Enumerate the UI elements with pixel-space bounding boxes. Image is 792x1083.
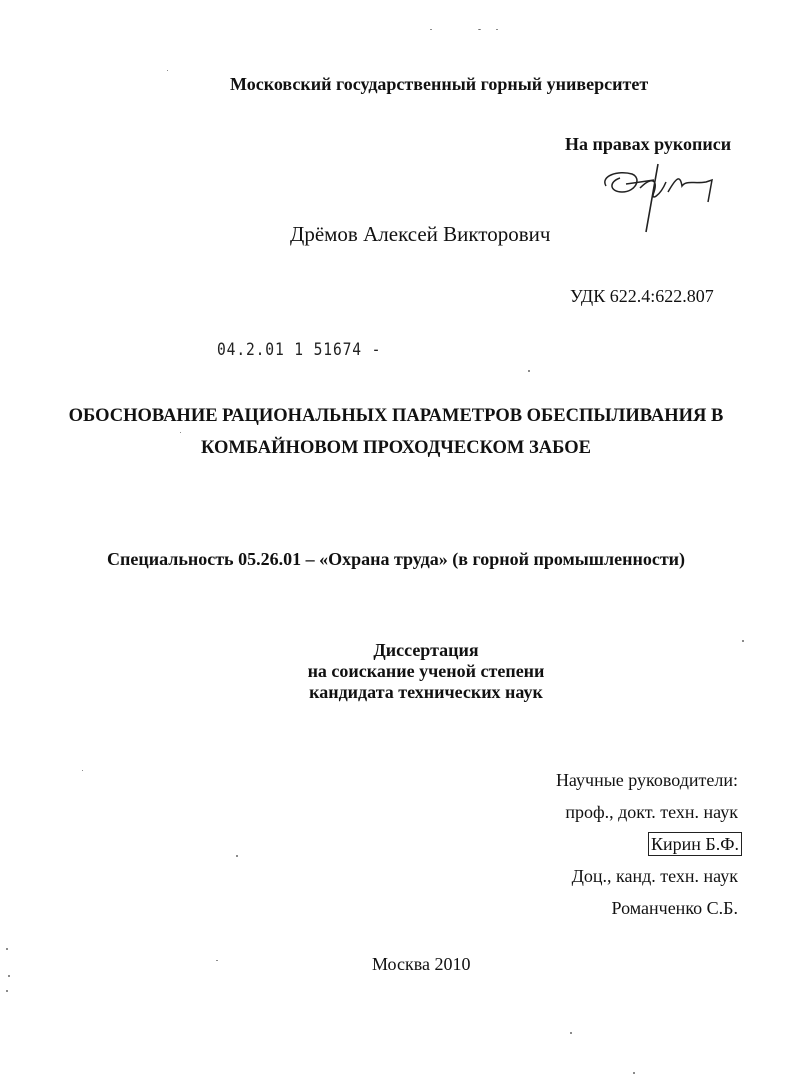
scan-speck bbox=[478, 29, 481, 30]
scan-speck bbox=[742, 640, 744, 642]
signature-icon bbox=[596, 158, 726, 234]
dissertation-line-3: кандидата технических наук bbox=[309, 682, 543, 702]
supervisor-1-name: Кирин Б.Ф. bbox=[648, 832, 742, 856]
dissertation-title bbox=[0, 400, 792, 464]
supervisors-block bbox=[556, 764, 738, 924]
city-year: Москва 2010 bbox=[372, 954, 471, 974]
supervisors-heading: Научные руководители: bbox=[555, 770, 738, 790]
manuscript-rights-label: На правах рукописи bbox=[565, 134, 732, 154]
dissertation-line-1: Диссертация bbox=[373, 640, 479, 660]
university-name: Московский государственный горный университет bbox=[230, 74, 649, 94]
scan-speck bbox=[8, 975, 10, 977]
scan-speck bbox=[496, 29, 498, 30]
udk-code: УДК 622.4:622.807 bbox=[570, 286, 714, 306]
scan-speck bbox=[6, 948, 8, 950]
supervisor-1-degree: проф., докт. техн. наук bbox=[565, 802, 738, 822]
supervisor-2-degree: Доц., канд. техн. наук bbox=[571, 866, 738, 886]
scan-speck bbox=[430, 29, 432, 30]
scan-speck bbox=[528, 370, 530, 372]
supervisor-2-name: Романченко С.Б. bbox=[611, 898, 738, 918]
scan-speck bbox=[6, 990, 8, 992]
scan-speck bbox=[633, 1072, 635, 1074]
dissertation-line-2: на соискание ученой степени bbox=[307, 661, 545, 681]
dissertation-type bbox=[0, 640, 792, 703]
title-line-1: ОБОСНОВАНИЕ РАЦИОНАЛЬНЫХ ПАРАМЕТРОВ ОБЕСПЫЛИВАНИЯ В bbox=[68, 406, 724, 426]
scan-speck bbox=[180, 432, 181, 433]
scan-speck bbox=[570, 1032, 572, 1034]
scan-speck bbox=[216, 960, 218, 961]
scan-speck bbox=[236, 855, 238, 857]
specialty-line: Специальность 05.26.01 – «Охрана труда» (в горной промышленности) bbox=[106, 549, 686, 569]
registration-stamp: 04.2.01 1 51674 - bbox=[217, 340, 382, 360]
scan-speck bbox=[82, 770, 83, 771]
author-name: Дрёмов Алексей Викторович bbox=[290, 222, 551, 246]
title-line-2: КОМБАЙНОВОМ ПРОХОДЧЕСКОМ ЗАБОЕ bbox=[201, 438, 591, 458]
scan-speck bbox=[167, 70, 168, 71]
